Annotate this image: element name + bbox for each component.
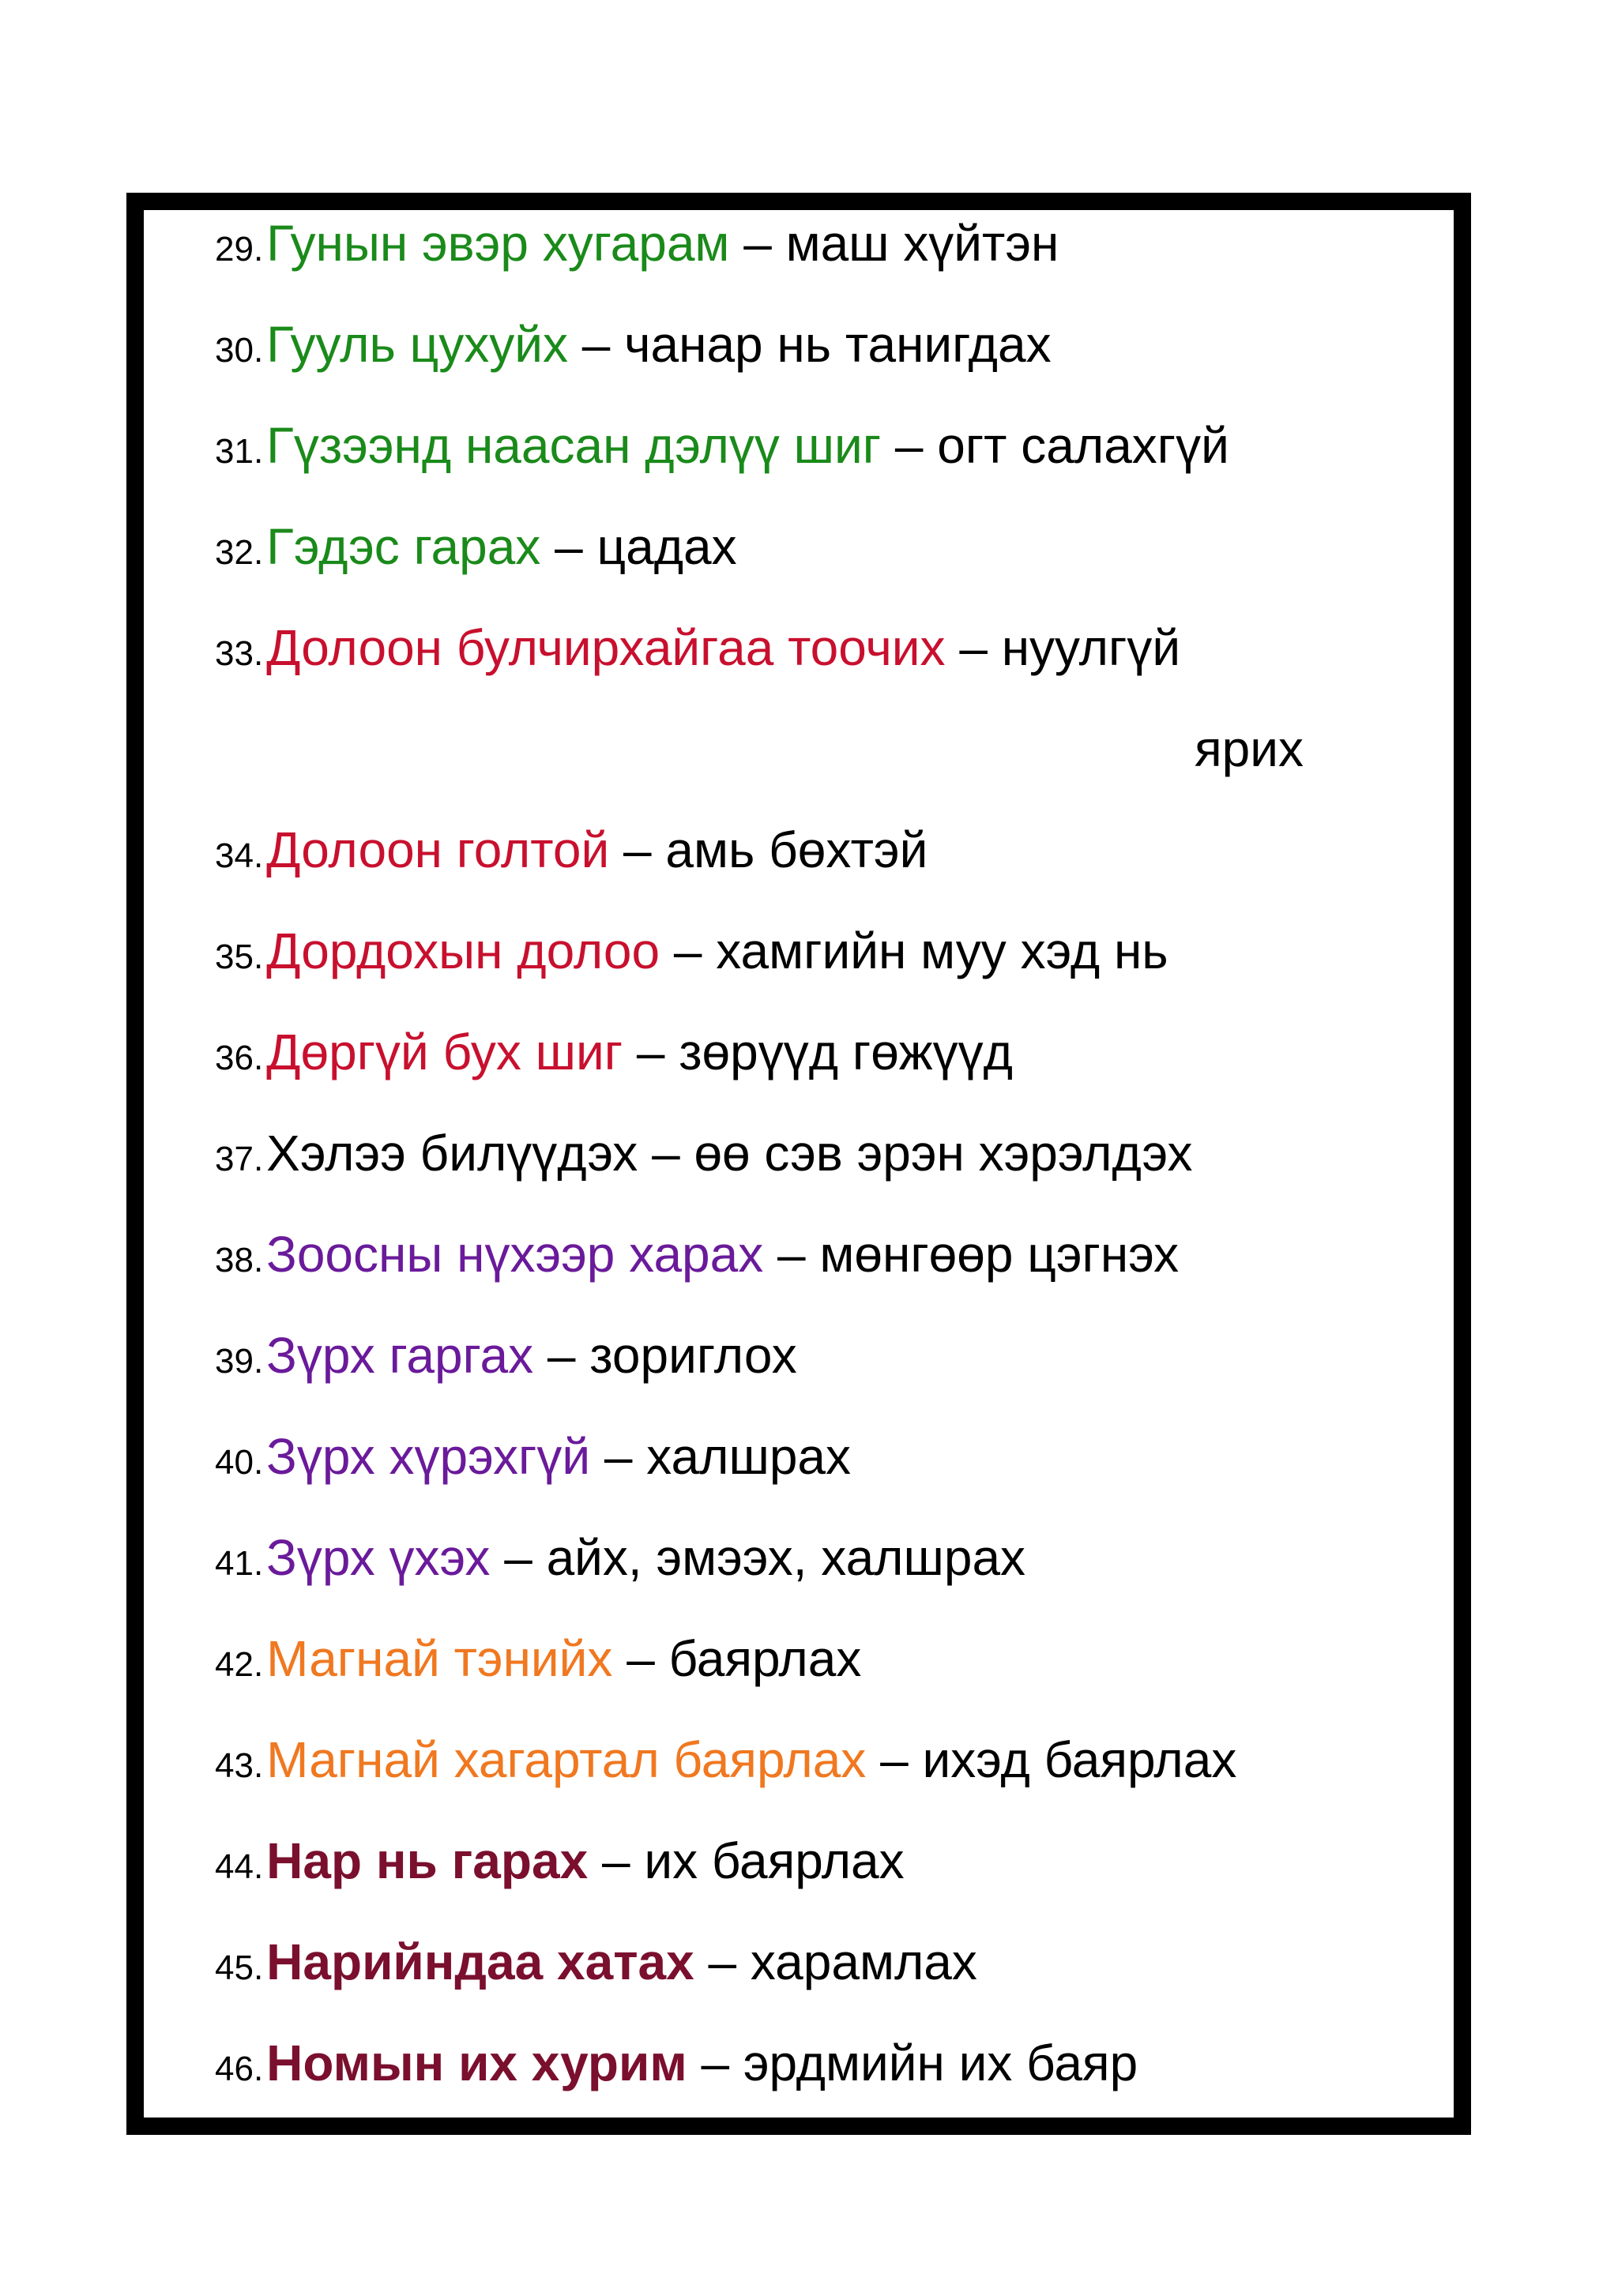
idiom-phrase: Дөргүй бух шиг (266, 1024, 623, 1080)
idiom-phrase: Номын их хурим (266, 2035, 687, 2091)
item-number: 41. (215, 1544, 264, 1583)
idiom-meaning: – баярлах (612, 1630, 862, 1687)
list-item (215, 1829, 905, 1899)
list-item (215, 313, 1052, 382)
idiom-meaning: – маш хүйтэн (729, 215, 1059, 272)
idiom-phrase: Зүрх хүрэхгүй (266, 1428, 591, 1485)
idiom-meaning: – харамлах (694, 1933, 977, 1990)
list-item (215, 515, 737, 584)
list-item (215, 616, 1180, 686)
idiom-meaning-continuation: ярих (1195, 720, 1304, 777)
idiom-meaning: – мөнгөөр цэгнэх (763, 1226, 1180, 1283)
idiom-phrase: Зүрх үхэх (266, 1529, 491, 1586)
idiom-meaning: – эрдмийн их баяр (687, 2035, 1138, 2091)
idiom-meaning: – чанар нь танигдах (568, 316, 1052, 373)
idiom-meaning: – зориглох (533, 1327, 797, 1384)
item-number: 37. (215, 1140, 264, 1178)
idiom-meaning: – цадах (540, 518, 737, 575)
idiom-phrase: Гүзээнд наасан дэлүү шиг (266, 417, 882, 474)
item-number: 30. (215, 331, 264, 370)
idiom-phrase: Гунын эвэр хугарам (266, 215, 730, 272)
item-number: 35. (215, 938, 264, 976)
idiom-meaning: – хамгийн муу хэд нь (660, 923, 1168, 979)
idiom-phrase: Магнай тэнийх (266, 1630, 613, 1687)
list-item (215, 818, 928, 888)
list-item (215, 919, 1168, 989)
idiom-phrase: Нар нь гарах (266, 1832, 589, 1889)
idiom-meaning: – амь бөхтэй (609, 821, 928, 878)
idiom-meaning: – айх, эмээх, халшрах (490, 1529, 1026, 1586)
item-number: 40. (215, 1443, 264, 1482)
list-item (215, 1627, 861, 1697)
list-item (215, 1526, 1025, 1595)
idiom-phrase: Зүрх гаргах (266, 1327, 534, 1384)
item-number: 46. (215, 2050, 264, 2088)
idiom-meaning: – огт салахгүй (881, 417, 1229, 474)
idiom-phrase: Зоосны нүхээр харах (266, 1226, 764, 1283)
idiom-meaning: – халшрах (590, 1428, 852, 1485)
idiom-meaning: – өө сэв эрэн хэрэлдэх (638, 1125, 1193, 1182)
item-number: 44. (215, 1847, 264, 1886)
idiom-phrase: Долоон голтой (266, 821, 610, 878)
idiom-phrase: Гэдэс гарах (266, 518, 541, 575)
list-item (215, 414, 1229, 483)
item-number: 29. (215, 230, 264, 269)
item-number: 36. (215, 1039, 264, 1077)
list-item (215, 1223, 1179, 1292)
list-item (215, 1020, 1013, 1090)
item-number: 39. (215, 1342, 264, 1381)
list-item (215, 1728, 1236, 1798)
list-item (215, 1930, 977, 2000)
list-item (215, 1425, 851, 1494)
idiom-meaning: – зөрүүд гөжүүд (623, 1024, 1013, 1080)
list-item (215, 1122, 1192, 1191)
idiom-phrase: Магнай хагартал баярлах (266, 1731, 867, 1788)
item-number: 31. (215, 432, 264, 471)
idiom-phrase: Хэлээ билүүдэх (266, 1125, 638, 1182)
list-item (215, 212, 1059, 281)
idiom-meaning: – ихэд баярлах (866, 1731, 1237, 1788)
idiom-meaning: – нуулгүй (945, 619, 1181, 676)
idiom-phrase: Дордохын долоо (266, 923, 660, 979)
idiom-phrase: Долоон булчирхайгаа тоочих (266, 619, 946, 676)
item-number: 32. (215, 533, 264, 572)
idiom-phrase: Нарийндаа хатах (266, 1933, 694, 1990)
item-number: 43. (215, 1746, 264, 1785)
idiom-meaning: – их баярлах (588, 1832, 905, 1889)
idiom-phrase: Гууль цухуйх (266, 316, 569, 373)
item-number: 42. (215, 1645, 264, 1684)
list-item (215, 1324, 797, 1393)
item-number: 34. (215, 836, 264, 875)
item-number: 33. (215, 634, 264, 673)
list-item (215, 2031, 1138, 2101)
item-number: 38. (215, 1241, 264, 1280)
item-number: 45. (215, 1948, 264, 1987)
